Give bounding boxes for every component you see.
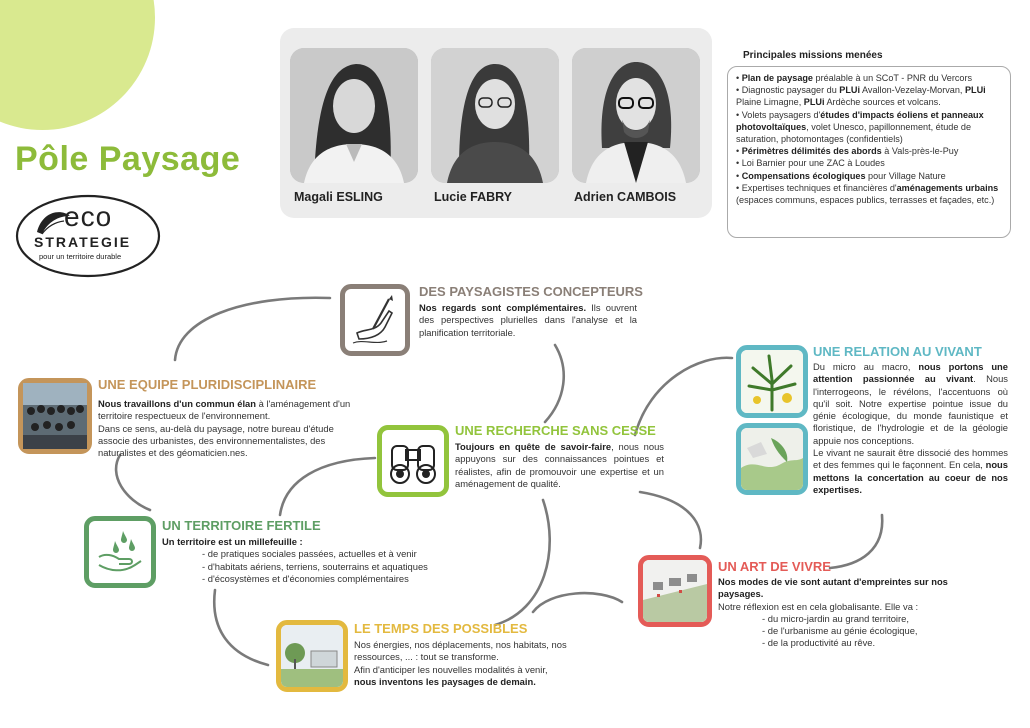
mission-item: • Périmètres délimités des abords à Vals-près-le-Puy	[736, 146, 959, 157]
mission-item: • Expertises techniques et financières d'aménagements urbains (espaces communs, espaces publics, terrasses et façades, etc.)	[736, 182, 999, 206]
team-name-1: Magali ESLING	[294, 190, 383, 204]
section-title-equipe: UNE EQUIPE PLURIDISCIPLINAIRE	[98, 377, 317, 392]
artdevivre-item: - de l'urbanisme au génie écologique,	[762, 625, 918, 637]
team-panel	[280, 28, 712, 218]
missions-title: Principales missions menées	[743, 50, 883, 61]
territoire-item: - d'écosystèmes et d'économies complémentaires	[202, 572, 409, 584]
section-body-concepteurs: Nos regards sont complémentaires. Ils ouvrent des perspectives plurielles dans l'analyse et la planification territoriale.	[419, 302, 637, 338]
hand-watering-icon	[84, 516, 156, 588]
binoculars-icon	[377, 425, 449, 497]
team-name-2: Lucie FABRY	[434, 190, 513, 204]
territoire-lead: Un territoire est un millefeuille :	[162, 536, 303, 547]
future-landscape-photo	[276, 620, 348, 692]
section-title-vivant: UNE RELATION AU VIVANT	[813, 344, 982, 359]
artdevivre-intro: Notre réflexion est en cela globalisante. Elle va :	[718, 600, 919, 612]
mission-item: • Diagnostic paysager du PLUi Avallon-Vezelay-Morvan, PLUi Plaine Limagne, PLUi Ardèche sources et volcans.	[736, 85, 986, 108]
mission-item: • Plan de paysage préalable à un SCoT - PNR du Vercors	[736, 73, 973, 83]
artdevivre-item: - du micro-jardin au grand territoire,	[762, 612, 909, 624]
mission-item: • Volets paysagers d'études d'impacts éoliens et panneaux photovoltaïques, volet Unesco, papillonnement, étude de saturation, photomontages (confidentiels)	[736, 109, 984, 145]
section-body-recherche: Toujours en quête de savoir-faire, nous nous appuyons sur des connaissances pointues et réalistes, afin de promouvoir une expertise et un aménagement de qualité.	[455, 441, 664, 489]
mission-item: • Loi Barnier pour une ZAC à Loudes	[736, 158, 885, 169]
company-logo	[12, 190, 162, 282]
section-title-artdevivre: UN ART DE VIVRE	[718, 559, 831, 574]
logo-strategie-text: STRATEGIE	[34, 234, 132, 250]
drawing-hand-icon	[340, 284, 410, 356]
logo-tagline: pour un territoire durable	[39, 252, 122, 261]
artdevivre-item: - de la productivité au rêve.	[762, 637, 876, 649]
section-body-artdevivre	[718, 576, 958, 650]
section-title-territoire: UN TERRITOIRE FERTILE	[162, 518, 321, 533]
section-title-concepteurs: DES PAYSAGISTES CONCEPTEURS	[419, 284, 643, 299]
section-body-territoire	[162, 536, 462, 585]
page-title: Pôle Paysage	[15, 140, 241, 178]
artdevivre-lead: Nos modes de vie sont autant d'empreintes sur nos paysages.	[718, 576, 948, 600]
territoire-item: - de pratiques sociales passées, actuelles et à venir	[202, 548, 417, 560]
mission-item: • Compensations écologiques pour Village Nature	[736, 170, 946, 181]
logo-eco-text: eco	[64, 201, 113, 232]
section-body-temps: Nos énergies, nos déplacements, nos habitats, nos ressources, ... : tout se transforme. Afin d'anticiper les nouvelles modalités à venir, nous inventons les paysages de demain.	[354, 639, 567, 687]
team-group-photo	[18, 378, 92, 454]
team-photo-magali	[290, 48, 418, 183]
territoire-item: - d'habitats aériens, terriens, souterrains et aquatiques	[202, 560, 428, 572]
team-photo-lucie	[431, 48, 559, 183]
section-body-vivant: Du micro au macro, nous portons une attention passionnée au vivant. Nous l'interrogeons, le révélons, l'accentuons où qu'il soit. Notre expertise pointue issue du génie écologique, du monde faunistique et floristique, de l'hydrologie et de la géologie appuie nos conceptions. Le vivant ne saurait être dissocié des hommes et des femmes qui le façonnent. En cela, nous mettons la concertation au coeur de nos expertises.	[813, 361, 1008, 495]
section-title-recherche: UNE RECHERCHE SANS CESSE	[455, 423, 656, 438]
team-name-3: Adrien CAMBOIS	[574, 190, 677, 204]
section-body-equipe: Nous travaillons d'un commun élan à l'aménagement d'un territoire respectueux de l'environnement. Dans ce sens, au-delà du paysage, notre bureau d'étude associe des urbanistes, des environnementalistes, des naturalistes et des géomaticien.nes.	[98, 398, 351, 459]
urban-plan-photo	[638, 555, 712, 627]
missions-list	[727, 66, 1011, 238]
plant-photo	[736, 345, 808, 418]
team-photo-adrien	[572, 48, 700, 183]
landscape-plan-photo	[736, 423, 808, 495]
section-title-temps: LE TEMPS DES POSSIBLES	[354, 621, 528, 636]
